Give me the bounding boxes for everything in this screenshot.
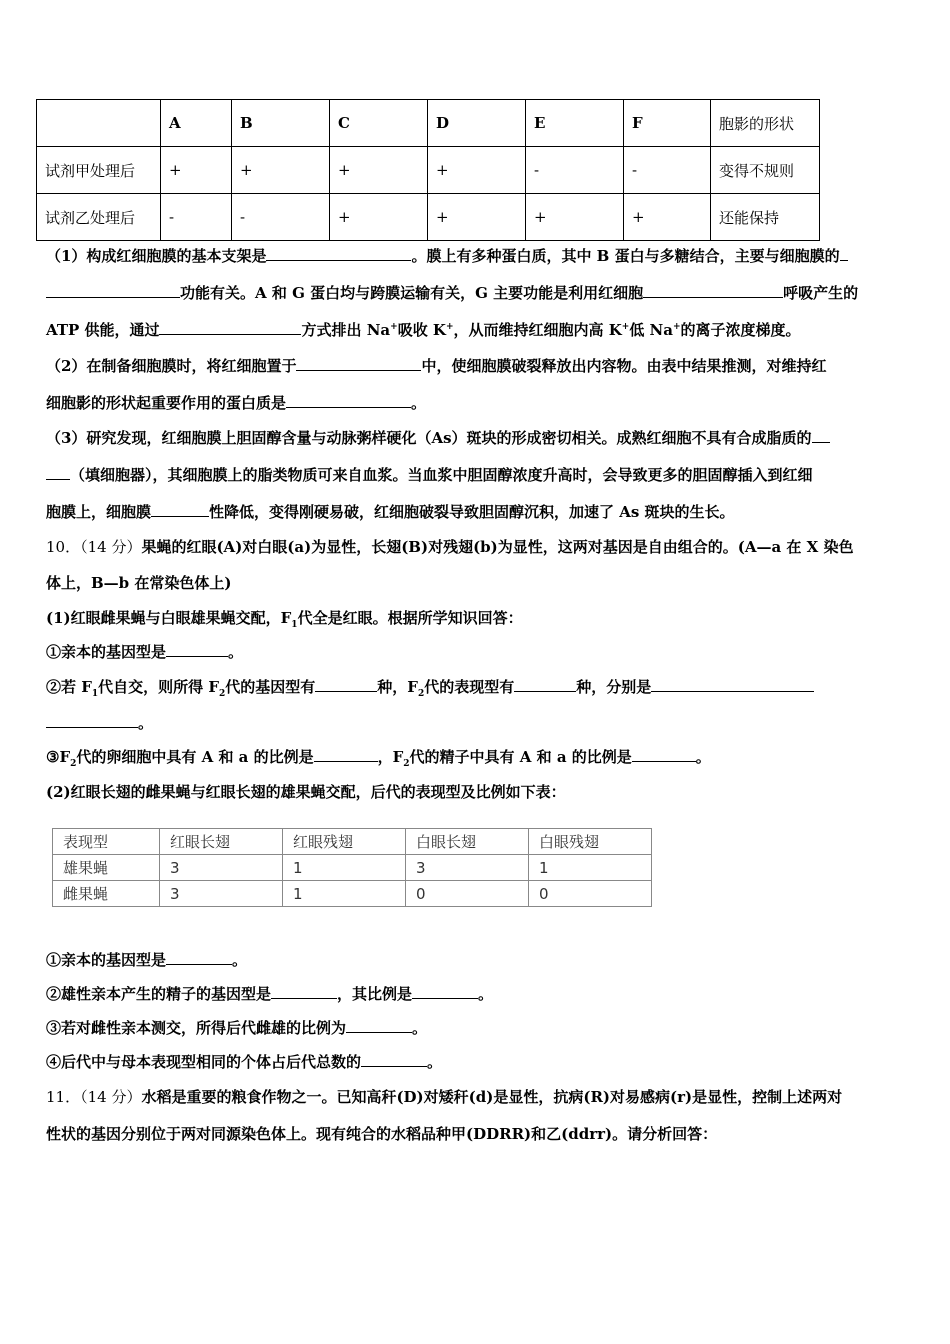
table-header-cell: C — [330, 100, 428, 147]
question-2-line-2: 细胞影的形状起重要作用的蛋白质是 。 — [46, 394, 427, 412]
table-row — [53, 855, 652, 881]
table-header-cell: D — [428, 100, 526, 147]
table-cell: 0 — [406, 881, 529, 907]
answer-blank[interactable] — [514, 677, 576, 692]
answer-blank[interactable] — [840, 246, 848, 261]
table-cell: + — [526, 194, 624, 241]
answer-blank[interactable] — [412, 984, 478, 999]
question-10-item-2-3: ③若对雌性亲本测交，所得后代雌雄的比例为 。 — [46, 1019, 428, 1037]
table-cell: + — [428, 147, 526, 194]
table-cell: - — [526, 147, 624, 194]
table-cell: 3 — [160, 881, 283, 907]
question-10-item-2-cont: 。 — [46, 713, 153, 733]
answer-blank[interactable] — [315, 677, 377, 692]
answer-blank[interactable] — [346, 1018, 412, 1033]
question-1-line-1: （1）构成红细胞膜的基本支架是 。膜上有多种蛋白质，其中 B 蛋白与多糖结合，主要与细胞膜的 — [46, 246, 848, 266]
table-cell: + — [624, 194, 711, 241]
table-header-cell: 白眼长翅 — [406, 829, 529, 855]
question-3-line-1: （3）研究发现，红细胞膜上胆固醇含量与动脉粥样硬化（As）斑块的形成密切相关。成熟红细胞不具有合成脂质的 — [46, 428, 830, 448]
answer-blank[interactable] — [271, 984, 337, 999]
table-cell: 1 — [283, 881, 406, 907]
question-10-item-1: ①亲本的基因型是 。 — [46, 643, 244, 661]
table-header-cell: F — [624, 100, 711, 147]
answer-blank[interactable] — [286, 393, 411, 408]
answer-blank[interactable] — [46, 713, 138, 728]
protein-table — [36, 99, 820, 241]
table-cell: + — [330, 147, 428, 194]
answer-blank[interactable] — [361, 1052, 427, 1067]
answer-blank[interactable] — [46, 283, 180, 298]
table-cell: + — [232, 147, 330, 194]
answer-blank[interactable] — [314, 747, 378, 762]
table-header-cell: B — [232, 100, 330, 147]
question-10-item-2-4: ④后代中与母本表现型相同的个体占后代总数的 。 — [46, 1053, 443, 1071]
table-cell — [37, 100, 161, 147]
table-cell: + — [428, 194, 526, 241]
fruitfly-phenotype-table — [52, 828, 652, 907]
answer-blank[interactable] — [159, 320, 301, 335]
question-11-line-1: 11．（14 分）水稻是重要的粮食作物之一。已知高秆(D)对矮秆(d)是显性，抗病(R)对易感病(r)是显性，控制上述两对 — [46, 1088, 843, 1106]
answer-blank[interactable] — [46, 465, 70, 480]
table-cell: 变得不规则 — [711, 147, 820, 194]
answer-blank[interactable] — [166, 950, 232, 965]
table-cell: - — [624, 147, 711, 194]
question-10-item-3: $③F_2$代的卵细胞中具有 A 和 a 的比例是 ，$F_2$代的精子中具有 A 和 a 的比例是 。 — [46, 748, 711, 769]
answer-blank[interactable] — [151, 502, 209, 517]
question-10-item-2-1: ①亲本的基因型是 。 — [46, 951, 248, 969]
answer-blank[interactable] — [166, 642, 228, 657]
question-2-line-1: （2）在制备细胞膜时，将红细胞置于 中，使细胞膜破裂释放出内容物。由表中结果推测，对维持红 — [46, 357, 827, 375]
question-1-line-2: 功能有关。A 和 G 蛋白均与跨膜运输有关，G 主要功能是利用红细胞 呼吸产生的 — [46, 283, 858, 303]
table-header-cell: 红眼长翅 — [160, 829, 283, 855]
question-1-line-3: ATP 供能，通过 方式排出 Na+吸收 K+，从而维持红细胞内高 K+低 Na+的离子浓度梯度。 — [46, 321, 801, 339]
table-cell: 1 — [529, 855, 652, 881]
table-cell: - — [232, 194, 330, 241]
table-cell: 雌果蝇 — [53, 881, 160, 907]
table-cell: - — [161, 194, 232, 241]
table-row — [37, 147, 820, 194]
answer-blank[interactable] — [266, 246, 411, 261]
table-cell: + — [330, 194, 428, 241]
table-cell: + — [161, 147, 232, 194]
table-header-row — [53, 829, 652, 855]
table-cell: 还能保持 — [711, 194, 820, 241]
table-row — [53, 881, 652, 907]
table-cell: 雄果蝇 — [53, 855, 160, 881]
table-header-cell: E — [526, 100, 624, 147]
answer-blank[interactable] — [812, 428, 830, 443]
table-header-cell: 红眼残翅 — [283, 829, 406, 855]
table-cell: 试剂甲处理后 — [37, 147, 161, 194]
table-cell: 3 — [406, 855, 529, 881]
table-header-cell: 白眼残翅 — [529, 829, 652, 855]
table-cell: 3 — [160, 855, 283, 881]
table-header-row — [37, 100, 820, 147]
question-10-item-2: ②若 $F_1$代自交，则所得 $F_2$代的基因型有 种，$F_2$代的表现型有 种，分别是 — [46, 677, 814, 697]
question-10-item-2-2: ②雄性亲本产生的精子的基因型是 ，其比例是 。 — [46, 985, 494, 1003]
answer-blank[interactable] — [651, 677, 814, 692]
question-number: 10．（14 分） — [46, 538, 142, 556]
answer-blank[interactable] — [632, 747, 696, 762]
table-cell: 试剂乙处理后 — [37, 194, 161, 241]
answer-blank[interactable] — [296, 356, 421, 371]
table-row — [37, 194, 820, 241]
table-cell: 0 — [529, 881, 652, 907]
question-10-line-1: 10．（14 分）果蝇的红眼(A)对白眼(a)为显性，长翅(B)对残翅(b)为显性，这两对基因是自由组合的。(A—a 在 X 染色 — [46, 538, 854, 556]
question-10-part-1: (1)红眼雌果蝇与白眼雄果蝇交配，$F_1$代全是红眼。根据所学知识回答： — [46, 609, 523, 630]
question-3-line-2: （填细胞器），其细胞膜上的脂类物质可来自血浆。当血浆中胆固醇浓度升高时，会导致更多的胆固醇插入到红细 — [46, 465, 813, 485]
question-number: 11．（14 分） — [46, 1088, 142, 1106]
question-11-line-2: 性状的基因分别位于两对同源染色体上。现有纯合的水稻品种甲(DDRR)和乙(ddrr)。请分析回答： — [46, 1125, 718, 1143]
answer-blank[interactable] — [643, 283, 783, 298]
table-header-cell: 胞影的形状 — [711, 100, 820, 147]
question-3-line-3: 胞膜上，细胞膜 性降低，变得刚硬易破，红细胞破裂导致胆固醇沉积，加速了 As 斑块的生长。 — [46, 503, 735, 521]
table-header-cell: 表现型 — [53, 829, 160, 855]
table-cell: 1 — [283, 855, 406, 881]
table-header-cell: A — [161, 100, 232, 147]
question-10-line-2: 体上，B—b 在常染色体上) — [46, 574, 232, 592]
question-10-part-2: (2)红眼长翅的雌果蝇与红眼长翅的雄果蝇交配，后代的表现型及比例如下表： — [46, 783, 566, 801]
